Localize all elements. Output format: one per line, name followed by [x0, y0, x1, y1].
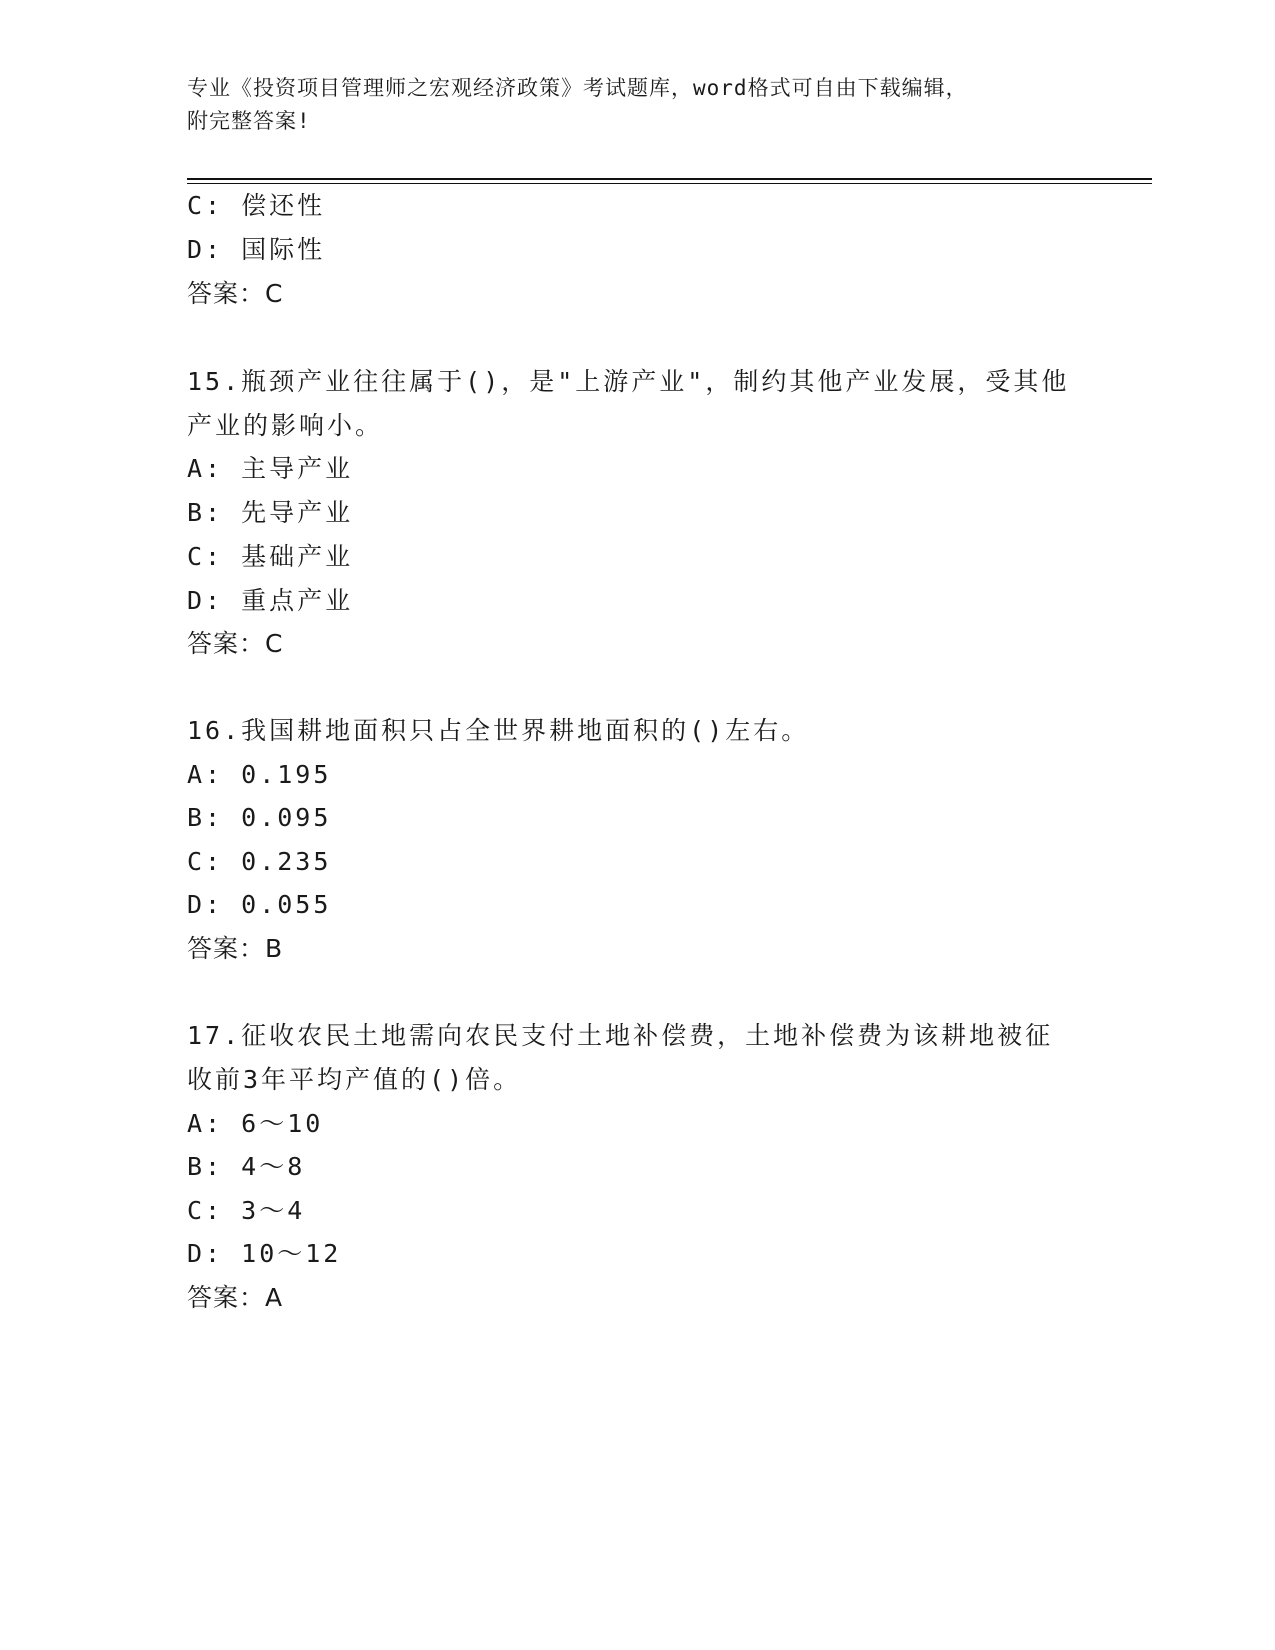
q17-option-c: C: 3～4 — [187, 1196, 306, 1225]
header-divider-thick — [187, 178, 1152, 180]
q16-option-a: A: 0.195 — [187, 760, 332, 789]
q15-stem-line-1: 15.瓶颈产业往往属于()，是"上游产业"，制约其他产业发展，受其他 — [187, 367, 1070, 396]
q16-option-c: C: 0.235 — [187, 847, 332, 876]
q15-option-d: D: 重点产业 — [187, 586, 354, 615]
q17-option-d: D: 10～12 — [187, 1239, 342, 1268]
q15-option-c: C: 基础产业 — [187, 542, 354, 571]
q16-answer: 答案：B — [187, 934, 284, 963]
q15-stem-line-2: 产业的影响小。 — [187, 411, 384, 440]
q17-option-a: A: 6～10 — [187, 1109, 324, 1138]
carryover-answer: 答案：C — [187, 279, 284, 308]
q15-answer: 答案：C — [187, 629, 284, 658]
carryover-option-d: D: 国际性 — [187, 235, 326, 264]
q17-answer: 答案：A — [187, 1283, 284, 1312]
header-divider-thin — [187, 183, 1152, 184]
q16-stem-line-1: 16.我国耕地面积只占全世界耕地面积的()左右。 — [187, 716, 810, 745]
q15-option-b: B: 先导产业 — [187, 498, 354, 527]
header-line-2: 附完整答案! — [187, 109, 311, 133]
q17-stem-line-2: 收前3年平均产值的()倍。 — [187, 1065, 522, 1094]
carryover-option-c: C: 偿还性 — [187, 191, 326, 220]
q16-option-d: D: 0.055 — [187, 890, 332, 919]
header-line-1: 专业《投资项目管理师之宏观经济政策》考试题库，word格式可自由下载编辑， — [187, 76, 968, 100]
q17-option-b: B: 4～8 — [187, 1152, 306, 1181]
document-header — [187, 72, 1087, 138]
q16-option-b: B: 0.095 — [187, 803, 332, 832]
q17-stem-line-1: 17.征收农民土地需向农民支付土地补偿费，土地补偿费为该耕地被征 — [187, 1021, 1054, 1050]
q15-option-a: A: 主导产业 — [187, 454, 354, 483]
